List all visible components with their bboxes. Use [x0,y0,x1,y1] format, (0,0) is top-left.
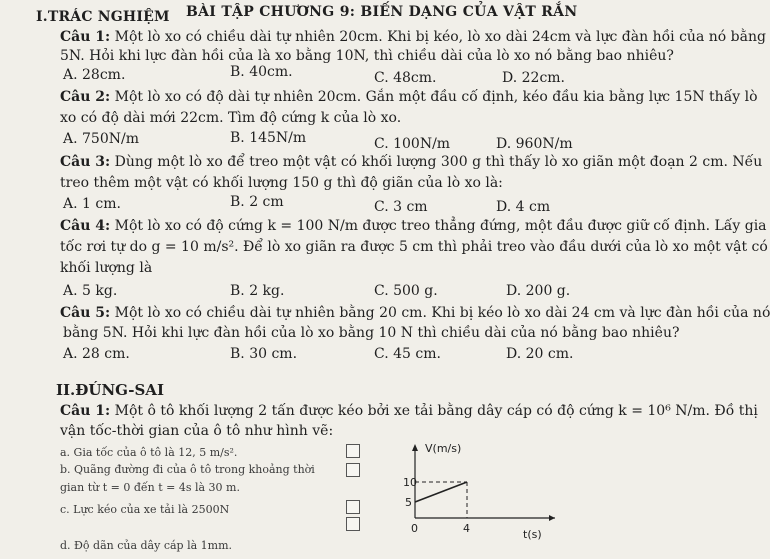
statement-b-cont: gian từ t = 0 đến t = 4s là 30 m. [60,481,240,494]
statement-b: b. Quãng đường đi của ô tô trong khoảng thời [60,463,315,476]
question-3-label: Câu 3: [60,154,111,170]
question-3-option-d[interactable]: D. 4 cm [496,199,551,215]
graph-x-axis-label: t(s) [523,528,542,541]
question-1-option-d[interactable]: D. 22cm. [502,70,566,86]
question-4-option-d[interactable]: D. 200 g. [506,283,571,299]
velocity-time-graph [395,440,560,550]
question-2-label: Câu 2: [60,89,111,105]
section-2-question-line-1: Một ô tô khối lượng 2 tấn được kéo bởi xe tải bằng dây cáp có độ cứng k = 10⁶ N/m. Đồ thị [110,403,758,419]
question-4-line-2: tốc rơi tự do g = 10 m/s². Để lò xo giãn ra được 5 cm thì phải treo vào đầu dưới của lò xo một vật có [60,239,768,255]
graph-y-tick-5: 5 [405,496,412,509]
section-1-heading: I.TRÁC NGHIỆM [36,9,170,25]
question-3-option-b[interactable]: B. 2 cm [230,194,284,210]
graph-velocity-line [415,482,467,502]
statement-c: c. Lực kéo của xe tải là 2500N [60,503,230,516]
section-2-heading: II.ĐÚNG-SAI [56,381,164,399]
graph-x-arrow-icon [549,515,555,521]
question-2-option-b[interactable]: B. 145N/m [230,130,307,146]
answer-box-d[interactable] [346,517,360,531]
question-4-option-c[interactable]: C. 500 g. [374,283,438,299]
question-2-line-2: xo có độ dài mới 22cm. Tìm độ cứng k của lò xo. [60,110,402,126]
question-4-line-3: khối lượng là [60,260,153,276]
question-3-option-a[interactable]: A. 1 cm. [63,196,121,212]
question-1-option-b[interactable]: B. 40cm. [230,64,293,80]
graph-y-arrow-icon [412,444,418,451]
question-1-line-2: 5N. Hỏi khi lực đàn hồi của là xo bằng 10N, thì chiều dài của lò xo nó bằng bao nhiêu? [60,48,674,64]
question-4-option-a[interactable]: A. 5 kg. [63,283,118,299]
question-4-label: Câu 4: [60,218,111,234]
question-1-line-1: Một lò xo có chiều dài tự nhiên 20cm. Khi bị kéo, lò xo dài 24cm và lực đàn hồi của nó bằng [110,29,766,45]
answer-box-b[interactable] [346,463,360,477]
question-2-option-c[interactable]: C. 100N/m [374,136,451,152]
question-1-option-c[interactable]: C. 48cm. [374,70,437,86]
question-1-label: Câu 1: [60,29,111,45]
question-5-label: Câu 5: [60,305,111,321]
question-5-line-1: Một lò xo có chiều dài tự nhiên bằng 20 cm. Khi bị kéo lò xo dài 24 cm và lực đàn hồi của nó [110,305,770,321]
section-2-question-label: Câu 1: [60,403,111,419]
question-5-option-c[interactable]: C. 45 cm. [374,346,441,362]
graph-y-axis-label: V(m/s) [425,442,462,455]
question-2-line-1: Một lò xo có độ dài tự nhiên 20cm. Gắn một đầu cố định, kéo đầu kia bằng lực 15N thấy lò [110,89,758,105]
answer-box-c[interactable] [346,500,360,514]
question-4-line-1: Một lò xo có độ cứng k = 100 N/m được treo thẳng đứng, một đầu được giữ cố định. Lấy gia [110,218,767,234]
question-2-option-d[interactable]: D. 960N/m [496,136,573,152]
answer-box-a[interactable] [346,444,360,458]
worksheet-title: BÀI TẬP CHƯƠNG 9: BIẾN DẠNG CỦA VẬT RẮN [186,4,578,20]
graph-origin-label: 0 [411,522,418,535]
graph-y-tick-10: 10 [403,476,417,489]
question-3-line-1: Dùng một lò xo để treo một vật có khối lượng 300 g thì thấy lò xo giãn một đoạn 2 cm. Nếu [110,154,763,170]
question-4-option-b[interactable]: B. 2 kg. [230,283,285,299]
question-3-option-c[interactable]: C. 3 cm [374,199,428,215]
question-5-line-2: bằng 5N. Hỏi khi lực đàn hồi của lò xo bằng 10 N thì chiều dài của nó bằng bao nhiêu? [63,325,680,341]
question-5-option-b[interactable]: B. 30 cm. [230,346,298,362]
graph-x-tick-4: 4 [463,522,470,535]
statement-a: a. Gia tốc của ô tô là 12, 5 m/s². [60,446,238,459]
question-3-line-2: treo thêm một vật có khối lượng 150 g thì độ giãn của lò xo là: [60,175,503,191]
statement-d: d. Độ dãn của dây cáp là 1mm. [60,539,233,552]
question-2-option-a[interactable]: A. 750N/m [63,131,139,147]
section-2-question-line-2: vận tốc-thời gian của ô tô như hình vẽ: [60,423,334,439]
question-5-option-a[interactable]: A. 28 cm. [63,346,130,362]
question-1-option-a[interactable]: A. 28cm. [63,67,126,83]
question-5-option-d[interactable]: D. 20 cm. [506,346,574,362]
